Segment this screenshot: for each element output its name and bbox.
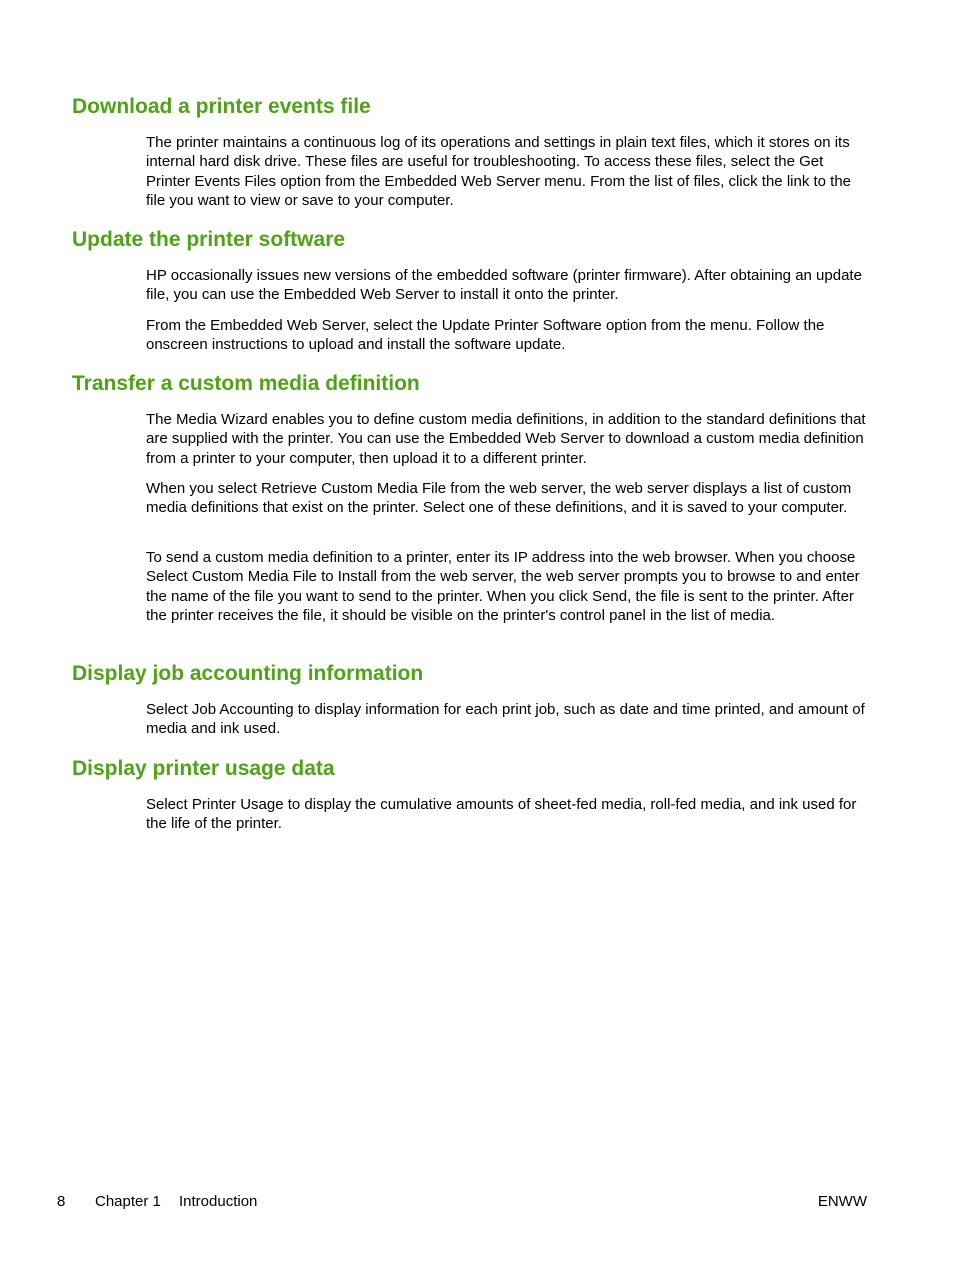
paragraph-transfer-media-2: When you select Retrieve Custom Media File from the web server, the web server displays a list of custom media definitions that exist on the printer. Select one of these definitions, and it is saved to your computer. <box>146 480 852 517</box>
section-heading-download-events: Download a printer events file <box>72 95 371 118</box>
paragraph-update-software-2: From the Embedded Web Server, select the Update Printer Software option from the menu. Follow the onscreen instructions to upload and install the software update. <box>146 317 825 354</box>
section-heading-printer-usage: Display printer usage data <box>72 757 335 780</box>
paragraph-transfer-media-1: The Media Wizard enables you to define custom media definitions, in addition to the standard definitions that are supplied with the printer. You can use the Embedded Web Server to download a custom media definition from a printer to your computer, then upload it to a different printer. <box>146 411 866 467</box>
paragraph-printer-usage: Select Printer Usage to display the cumulative amounts of sheet-fed media, roll-fed media, and ink used for the life of the printer. <box>146 796 857 833</box>
section-heading-job-accounting: Display job accounting information <box>72 662 424 685</box>
footer-chapter: Chapter 1 <box>95 1193 161 1210</box>
paragraph-download-events: The printer maintains a continuous log of its operations and settings in plain text files, which it stores on its internal hard disk drive. These files are useful for troubleshooting. To access these files, select the Get Printer Events Files option from the Embedded Web Server menu. From the list of files, click the link to the file you want to view or save to your computer. <box>146 134 852 209</box>
paragraph-update-software-1: HP occasionally issues new versions of the embedded software (printer firmware). After obtaining an update file, you can use the Embedded Web Server to install it onto the printer. <box>146 267 862 304</box>
paragraph-job-accounting: Select Job Accounting to display information for each print job, such as date and time printed, and amount of media and ink used. <box>146 701 865 738</box>
section-heading-transfer-media: Transfer a custom media definition <box>72 372 420 395</box>
footer-page-number: 8 <box>57 1193 66 1210</box>
footer-chapter-title: Introduction <box>179 1193 258 1210</box>
footer-locale-code: ENWW <box>817 1193 867 1210</box>
section-heading-update-software: Update the printer software <box>72 228 346 251</box>
paragraph-transfer-media-3: To send a custom media definition to a printer, enter its IP address into the web browser. When you choose Select Custom Media File to Install from the web server, the web server prompts you to browse to and enter the name of the file you want to send to the printer. When you click Send, the file is sent to the printer. After the printer receives the file, it should be visible on the printer's control panel in the list of media. <box>146 549 860 624</box>
